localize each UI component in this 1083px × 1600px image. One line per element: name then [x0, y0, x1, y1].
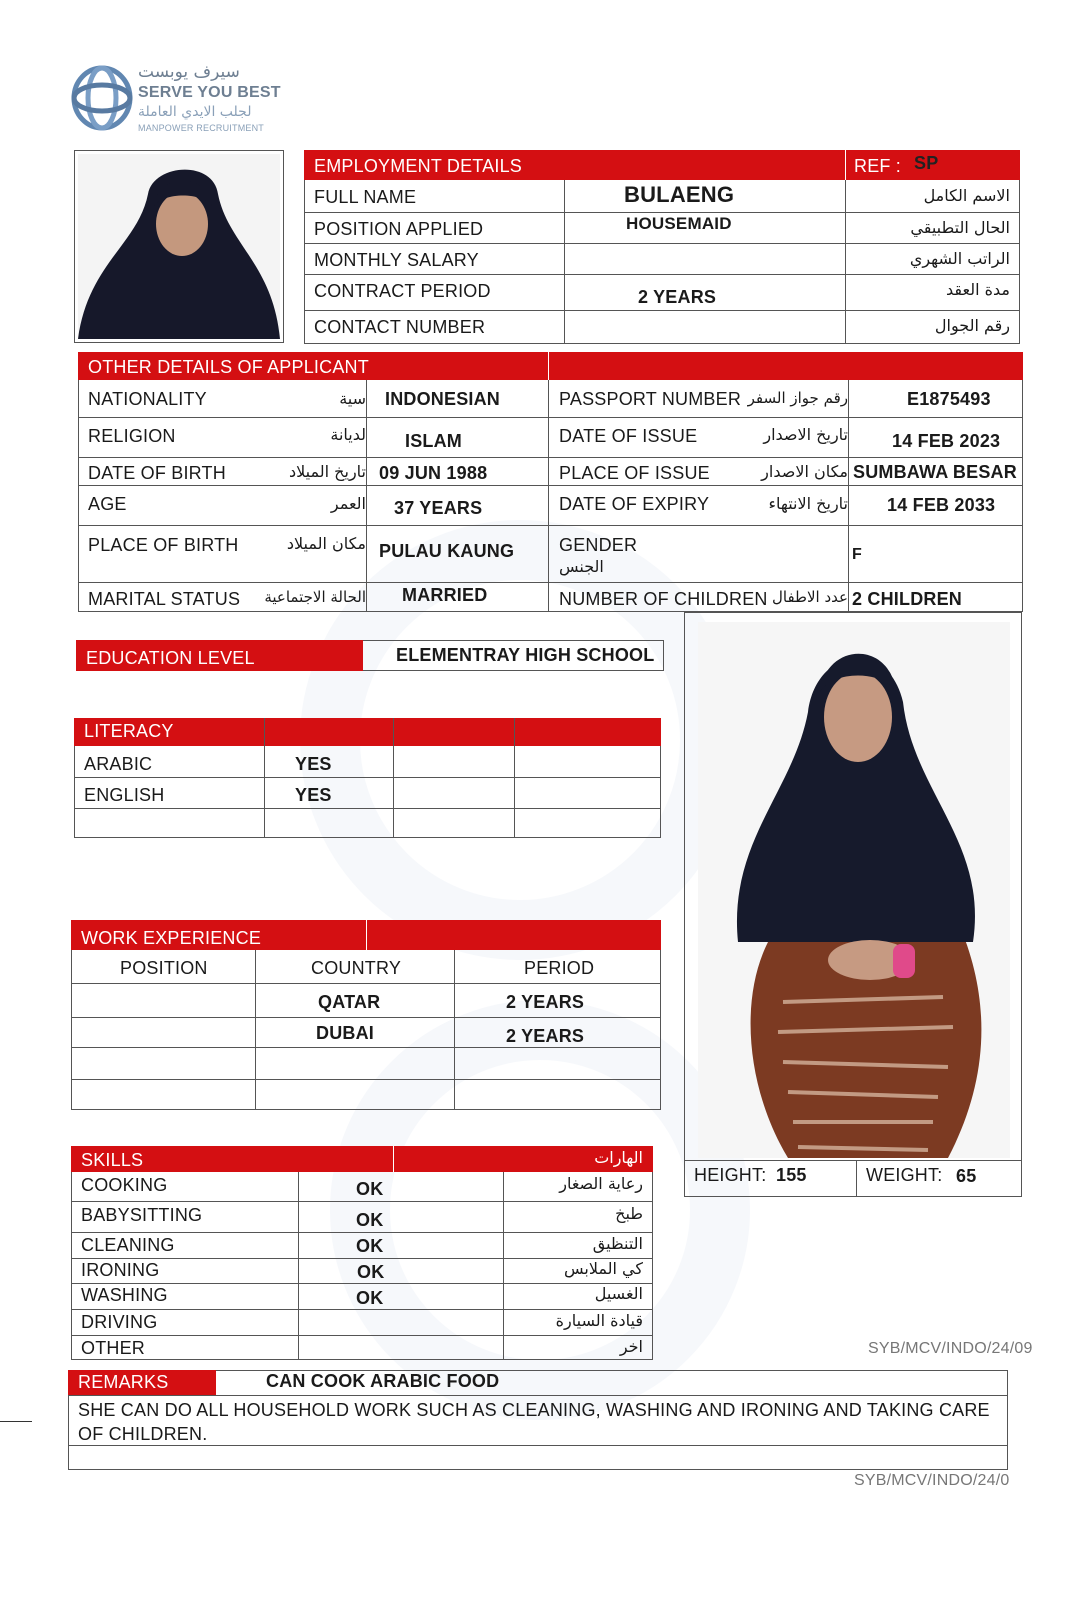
- divider: [366, 380, 367, 612]
- divider: [366, 920, 367, 950]
- logo-tagline: MANPOWER RECRUITMENT: [138, 123, 264, 133]
- passport-number-arabic: رقم جواز السفر: [747, 389, 848, 407]
- children-arabic: عدد الاطفال: [772, 588, 848, 606]
- date-of-expiry-value: 14 FEB 2033: [887, 495, 996, 515]
- date-of-expiry-label: DATE OF EXPIRY: [559, 494, 710, 514]
- children-value: 2 CHILDREN: [852, 589, 963, 609]
- work-col-country: COUNTRY: [311, 958, 402, 978]
- skill-babysitting-arabic: طبخ: [615, 1204, 643, 1223]
- skill-cooking-arabic: رعاية الصغار: [559, 1174, 643, 1193]
- divider: [71, 1017, 661, 1018]
- monthly-salary-label: MONTHLY SALARY: [314, 250, 479, 270]
- divider: [78, 582, 1023, 583]
- logo-english: SERVE YOU BEST: [138, 84, 281, 101]
- divider: [68, 1395, 1008, 1396]
- skill-cleaning-arabic: التنظيق: [592, 1234, 643, 1253]
- applicant-photo-portrait: [74, 150, 284, 343]
- ref-value: SP: [914, 153, 939, 173]
- work-row-2-period: 2 YEARS: [506, 1026, 585, 1046]
- marital-status-label: MARITAL STATUS: [88, 589, 241, 609]
- marital-status-value: MARRIED: [402, 585, 488, 605]
- literacy-english-label: ENGLISH: [84, 785, 165, 805]
- divider: [78, 525, 1023, 526]
- skill-cleaning-label: CLEANING: [81, 1235, 175, 1255]
- literacy-header: LITERACY: [84, 721, 174, 741]
- divider: [78, 485, 1023, 486]
- reference-code: SYB/MCV/INDO/24/09: [868, 1340, 1033, 1357]
- passport-number-label: PASSPORT NUMBER: [559, 389, 742, 409]
- place-of-birth-label: PLACE OF BIRTH: [88, 535, 239, 555]
- date-of-issue-label: DATE OF ISSUE: [559, 426, 698, 446]
- nationality-label: NATIONALITY: [88, 389, 207, 409]
- remarks-headline: CAN COOK ARABIC FOOD: [266, 1371, 500, 1391]
- work-row-1-period: 2 YEARS: [506, 992, 585, 1012]
- divider: [564, 180, 565, 344]
- education-level-label: EDUCATION LEVEL: [86, 648, 255, 668]
- full-body-image: [698, 622, 1010, 1158]
- date-of-issue-value: 14 FEB 2023: [892, 431, 1001, 451]
- full-name-arabic: الاسم الكامل: [923, 186, 1010, 205]
- skill-ironing-label: IRONING: [81, 1260, 160, 1280]
- divider: [74, 777, 661, 778]
- gender-arabic: الجنس: [559, 557, 604, 576]
- age-value: 37 YEARS: [394, 498, 483, 518]
- skills-header-bar: [71, 1146, 653, 1172]
- divider: [845, 150, 846, 180]
- contact-number-arabic: رقم الجوال: [934, 316, 1010, 335]
- date-of-issue-arabic: تاريخ الاصدار: [763, 425, 848, 444]
- contract-period-value: 2 YEARS: [638, 287, 717, 307]
- date-of-birth-label: DATE OF BIRTH: [88, 463, 226, 483]
- date-of-expiry-arabic: تاريخ الانتهاء: [768, 494, 848, 513]
- work-col-period: PERIOD: [524, 958, 595, 978]
- date-of-birth-value: 09 JUN 1988: [379, 463, 488, 483]
- employment-details-header: EMPLOYMENT DETAILS: [314, 156, 522, 176]
- divider: [304, 310, 1020, 311]
- divider: [74, 808, 661, 809]
- work-col-position: POSITION: [120, 958, 208, 978]
- religion-value: ISLAM: [405, 431, 462, 451]
- religion-arabic: لديانة: [330, 425, 366, 444]
- divider: [514, 718, 515, 838]
- height-label: HEIGHT:: [694, 1165, 767, 1185]
- children-label: NUMBER OF CHILDREN: [559, 589, 768, 609]
- divider: [71, 1079, 661, 1080]
- divider: [71, 1309, 653, 1310]
- other-details-header: OTHER DETAILS OF APPLICANT: [88, 357, 369, 377]
- date-of-birth-arabic: تاريخ الميلاد: [289, 462, 366, 481]
- divider: [548, 380, 549, 612]
- place-of-birth-value: PULAU KAUNG: [379, 541, 515, 561]
- skill-washing-label: WASHING: [81, 1285, 168, 1305]
- person-portrait-icon: [78, 154, 280, 339]
- divider: [71, 1232, 653, 1233]
- skills-header: SKILLS: [81, 1150, 144, 1170]
- logo-knot-icon: [68, 62, 138, 138]
- skill-other-label: OTHER: [81, 1338, 145, 1358]
- contract-period-arabic: مدة العقد: [946, 280, 1010, 299]
- remarks-label: REMARKS: [78, 1372, 169, 1392]
- divider: [78, 457, 1023, 458]
- contact-number-label: CONTACT NUMBER: [314, 317, 486, 337]
- skill-other-arabic: اخر: [619, 1337, 643, 1356]
- divider: [255, 950, 256, 1110]
- position-applied-value: HOUSEMAID: [626, 214, 732, 233]
- divider: [845, 180, 846, 344]
- work-experience-header: WORK EXPERIENCE: [81, 928, 262, 948]
- company-logo: [68, 62, 281, 138]
- place-of-issue-arabic: مكان الاصدار: [761, 462, 848, 481]
- skill-driving-label: DRIVING: [81, 1312, 158, 1332]
- marital-status-arabic: الحالة الاجتماعية: [264, 588, 366, 606]
- education-level-value: ELEMENTRAY HIGH SCHOOL: [396, 645, 655, 665]
- skill-ironing-value: OK: [357, 1262, 385, 1282]
- divider: [304, 274, 1020, 275]
- place-of-issue-value: SUMBAWA BESAR: [853, 462, 1017, 482]
- nationality-arabic: سية: [339, 389, 366, 408]
- divider: [393, 1146, 394, 1172]
- skill-babysitting-label: BABYSITTING: [81, 1205, 203, 1225]
- contract-period-label: CONTRACT PERIOD: [314, 281, 491, 301]
- divider: [71, 1047, 661, 1048]
- remarks-text: SHE CAN DO ALL HOUSEHOLD WORK SUCH AS CLEANING, WASHING AND IRONING AND TAKING CARE OF CHILDREN.: [78, 1400, 990, 1444]
- skill-cleaning-value: OK: [356, 1236, 384, 1256]
- divider: [548, 352, 549, 380]
- religion-label: RELIGION: [88, 426, 176, 446]
- divider: [71, 1283, 653, 1284]
- divider: [71, 983, 661, 984]
- skill-cooking-value: OK: [356, 1179, 384, 1199]
- divider: [454, 950, 455, 1110]
- divider: [304, 243, 1020, 244]
- monthly-salary-arabic: الراتب الشهري: [909, 249, 1010, 268]
- full-name-label: FULL NAME: [314, 187, 417, 207]
- skill-washing-value: OK: [356, 1288, 384, 1308]
- logo-arabic-top: سيرف يوبست: [138, 62, 240, 82]
- literacy-english-value: YES: [295, 785, 332, 805]
- divider: [848, 380, 849, 612]
- weight-label: WEIGHT:: [866, 1165, 943, 1185]
- height-value: 155: [776, 1165, 807, 1185]
- ref-label: REF :: [854, 156, 902, 176]
- divider: [78, 417, 1023, 418]
- divider: [71, 1335, 653, 1336]
- age-arabic: العمر: [330, 494, 366, 513]
- weight-value: 65: [956, 1166, 977, 1186]
- position-applied-label: POSITION APPLIED: [314, 219, 484, 239]
- divider: [684, 1160, 1022, 1161]
- skill-cooking-label: COOKING: [81, 1175, 168, 1195]
- person-full-body-icon: [698, 622, 1010, 1158]
- divider: [264, 718, 265, 838]
- position-applied-arabic: الحال التطبيقي: [910, 218, 1010, 237]
- gender-label: GENDER: [559, 535, 638, 555]
- divider: [393, 718, 394, 838]
- literacy-arabic-label: ARABIC: [84, 754, 153, 774]
- gender-value: F: [852, 546, 862, 563]
- place-of-birth-arabic: مكان الميلاد: [286, 534, 366, 553]
- nationality-value: INDONESIAN: [385, 389, 501, 409]
- divider: [71, 1201, 653, 1202]
- work-row-2-country: DUBAI: [316, 1023, 374, 1043]
- literacy-arabic-value: YES: [295, 754, 332, 774]
- skill-washing-arabic: الغسيل: [594, 1284, 643, 1303]
- passport-number-value: E1875493: [907, 389, 991, 409]
- reference-code-bottom: SYB/MCV/INDO/24/0: [854, 1472, 1010, 1489]
- skill-driving-arabic: قيادة السيارة: [555, 1311, 643, 1330]
- divider: [304, 212, 1020, 213]
- logo-arabic-bottom: لجلب الايدي العاملة: [138, 104, 252, 120]
- skill-ironing-arabic: كي الملابس: [563, 1259, 643, 1278]
- work-row-1-country: QATAR: [318, 992, 381, 1012]
- skills-header-arabic: الهارات: [594, 1148, 643, 1167]
- full-name-value: BULAENG: [624, 182, 735, 207]
- divider: [856, 1160, 857, 1197]
- skill-babysitting-value: OK: [356, 1210, 384, 1230]
- place-of-issue-label: PLACE OF ISSUE: [559, 463, 710, 483]
- age-label: AGE: [88, 494, 127, 514]
- divider: [0, 1421, 32, 1422]
